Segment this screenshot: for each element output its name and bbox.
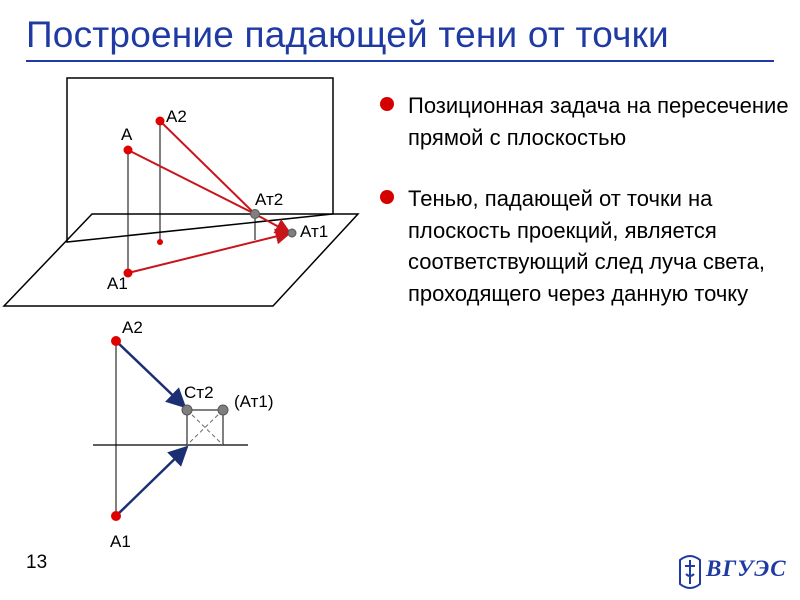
ray-a2-to-ct2 [116, 341, 185, 407]
point-at1-bottom [218, 405, 228, 415]
point-a2-bottom [111, 336, 121, 346]
university-logo [676, 552, 787, 592]
logo-text: ВГУЭС [706, 556, 787, 581]
ray-at2-to-at1 [255, 214, 290, 233]
ray-a1-to-at1 [128, 233, 290, 273]
top-figure [4, 78, 358, 306]
point-a [124, 146, 133, 155]
ray-a-to-at2 [128, 150, 255, 214]
label-a1: А1 [107, 274, 128, 293]
page-number: 13 [26, 552, 48, 573]
label-at1: Ат1 [300, 222, 329, 241]
bullet-list [380, 90, 790, 339]
label-at1-paren: (Ат1) [234, 392, 274, 411]
bottom-figure [93, 318, 274, 551]
label-a2-bottom: А2 [122, 318, 143, 337]
ray-a1-to-axis [116, 447, 187, 516]
bullet-item-2 [380, 183, 790, 309]
bullet-text-1: Позиционная задача на пересечение прямой с плоскостью [408, 93, 789, 150]
slide-title: Построение падающей тени от точки [26, 14, 669, 55]
bullet-dot-icon [380, 97, 394, 111]
label-a: А [121, 125, 133, 144]
point-a1-bottom [111, 511, 121, 521]
point-at1 [288, 229, 296, 237]
point-a-x [157, 239, 163, 245]
emblem-icon [676, 552, 704, 592]
bullet-dot-icon [380, 190, 394, 204]
label-a1-bottom: А1 [110, 532, 131, 551]
point-at2 [251, 210, 260, 219]
point-ct2 [182, 405, 192, 415]
label-ct2: Ст2 [184, 383, 214, 402]
bullet-item-1 [380, 90, 790, 153]
ray-a2-to-at2 [160, 121, 255, 214]
label-at2: Ат2 [255, 190, 284, 209]
label-a2: А2 [166, 107, 187, 126]
point-a2 [156, 117, 165, 126]
bullet-text-2: Тенью, падающей от точки на плоскость проекций, является соответствующий след луча света, проходящего через данную точку [408, 186, 765, 306]
